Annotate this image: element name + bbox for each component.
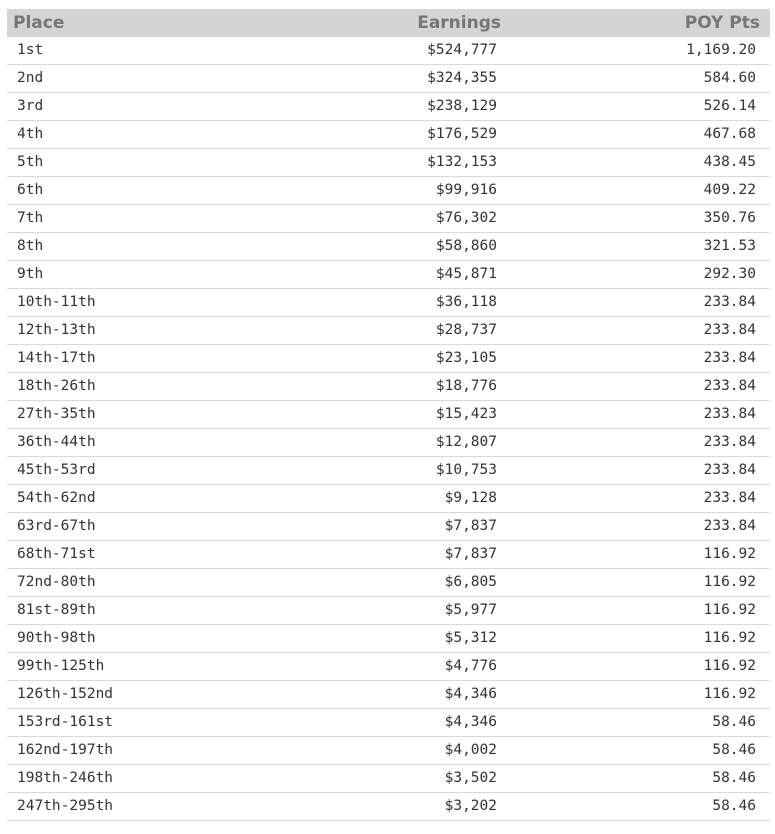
poy-pts-cell: 233.84 <box>507 513 770 541</box>
table-row <box>7 149 770 177</box>
place-cell: 90th-98th <box>7 625 247 653</box>
poy-pts-cell: 467.68 <box>507 121 770 149</box>
poy-pts-cell: 233.84 <box>507 345 770 373</box>
earnings-cell: $99,916 <box>247 177 507 205</box>
earnings-cell: $4,346 <box>247 709 507 737</box>
place-cell: 162nd-197th <box>7 737 247 765</box>
place-cell: 81st-89th <box>7 597 247 625</box>
poy-pts-cell: 116.92 <box>507 681 770 709</box>
earnings-cell: $4,346 <box>247 681 507 709</box>
earnings-cell: $45,871 <box>247 261 507 289</box>
table-row <box>7 485 770 513</box>
table-row <box>7 625 770 653</box>
poy-pts-cell: 409.22 <box>507 177 770 205</box>
poy-pts-cell: 233.84 <box>507 317 770 345</box>
place-cell: 63rd-67th <box>7 513 247 541</box>
place-cell: 6th <box>7 177 247 205</box>
poy-pts-cell: 584.60 <box>507 65 770 93</box>
earnings-cell: $524,777 <box>247 37 507 65</box>
poy-pts-cell: 58.46 <box>507 765 770 793</box>
place-cell: 27th-35th <box>7 401 247 429</box>
place-cell: 68th-71st <box>7 541 247 569</box>
earnings-cell: $4,002 <box>247 737 507 765</box>
table-row <box>7 345 770 373</box>
poy-pts-cell: 58.46 <box>507 737 770 765</box>
header-row <box>7 9 770 37</box>
poy-pts-cell: 116.92 <box>507 653 770 681</box>
table-row <box>7 373 770 401</box>
earnings-cell: $176,529 <box>247 121 507 149</box>
table-row <box>7 177 770 205</box>
place-cell: 1st <box>7 37 247 65</box>
earnings-cell: $76,302 <box>247 205 507 233</box>
poy-pts-cell: 1,169.20 <box>507 37 770 65</box>
poy-pts-cell: 58.46 <box>507 709 770 737</box>
table-body <box>7 37 770 821</box>
earnings-cell: $18,776 <box>247 373 507 401</box>
table-row <box>7 597 770 625</box>
poy-pts-cell: 526.14 <box>507 93 770 121</box>
column-header-poy-pts[interactable]: POY Pts <box>507 9 770 37</box>
earnings-cell: $9,128 <box>247 485 507 513</box>
place-cell: 10th-11th <box>7 289 247 317</box>
place-cell: 198th-246th <box>7 765 247 793</box>
earnings-cell: $3,202 <box>247 793 507 821</box>
earnings-cell: $5,977 <box>247 597 507 625</box>
earnings-cell: $15,423 <box>247 401 507 429</box>
place-cell: 14th-17th <box>7 345 247 373</box>
poy-pts-cell: 116.92 <box>507 597 770 625</box>
earnings-cell: $5,312 <box>247 625 507 653</box>
poy-pts-cell: 350.76 <box>507 205 770 233</box>
place-cell: 8th <box>7 233 247 261</box>
place-cell: 5th <box>7 149 247 177</box>
earnings-cell: $132,153 <box>247 149 507 177</box>
earnings-cell: $7,837 <box>247 513 507 541</box>
table-row <box>7 261 770 289</box>
place-cell: 12th-13th <box>7 317 247 345</box>
table-row <box>7 765 770 793</box>
place-cell: 45th-53rd <box>7 457 247 485</box>
place-cell: 9th <box>7 261 247 289</box>
table-row <box>7 681 770 709</box>
table-row <box>7 569 770 597</box>
table-row <box>7 93 770 121</box>
place-cell: 3rd <box>7 93 247 121</box>
table-row <box>7 513 770 541</box>
column-header-earnings[interactable]: Earnings <box>247 9 507 37</box>
earnings-cell: $6,805 <box>247 569 507 597</box>
table-row <box>7 653 770 681</box>
poy-pts-cell: 233.84 <box>507 485 770 513</box>
table-row <box>7 793 770 821</box>
table-row <box>7 121 770 149</box>
earnings-cell: $4,776 <box>247 653 507 681</box>
place-cell: 72nd-80th <box>7 569 247 597</box>
poy-pts-cell: 116.92 <box>507 541 770 569</box>
poy-pts-cell: 233.84 <box>507 289 770 317</box>
place-cell: 18th-26th <box>7 373 247 401</box>
table-row <box>7 429 770 457</box>
earnings-cell: $28,737 <box>247 317 507 345</box>
place-cell: 247th-295th <box>7 793 247 821</box>
place-cell: 4th <box>7 121 247 149</box>
poy-pts-cell: 233.84 <box>507 401 770 429</box>
payout-table-container <box>7 9 770 821</box>
table-row <box>7 541 770 569</box>
place-cell: 2nd <box>7 65 247 93</box>
earnings-cell: $23,105 <box>247 345 507 373</box>
table-row <box>7 457 770 485</box>
poy-pts-cell: 321.53 <box>507 233 770 261</box>
poy-pts-cell: 116.92 <box>507 625 770 653</box>
earnings-cell: $3,502 <box>247 765 507 793</box>
earnings-cell: $36,118 <box>247 289 507 317</box>
place-cell: 99th-125th <box>7 653 247 681</box>
poy-pts-cell: 233.84 <box>507 457 770 485</box>
earnings-cell: $238,129 <box>247 93 507 121</box>
payout-table <box>7 9 770 821</box>
place-cell: 7th <box>7 205 247 233</box>
poy-pts-cell: 116.92 <box>507 569 770 597</box>
table-row <box>7 37 770 65</box>
earnings-cell: $10,753 <box>247 457 507 485</box>
table-row <box>7 289 770 317</box>
table-row <box>7 205 770 233</box>
place-cell: 126th-152nd <box>7 681 247 709</box>
earnings-cell: $324,355 <box>247 65 507 93</box>
table-header <box>7 9 770 37</box>
earnings-cell: $12,807 <box>247 429 507 457</box>
table-row <box>7 401 770 429</box>
place-cell: 54th-62nd <box>7 485 247 513</box>
column-header-place[interactable]: Place <box>7 9 247 37</box>
place-cell: 153rd-161st <box>7 709 247 737</box>
table-row <box>7 709 770 737</box>
place-cell: 36th-44th <box>7 429 247 457</box>
earnings-cell: $58,860 <box>247 233 507 261</box>
table-row <box>7 65 770 93</box>
poy-pts-cell: 292.30 <box>507 261 770 289</box>
earnings-cell: $7,837 <box>247 541 507 569</box>
table-row <box>7 737 770 765</box>
poy-pts-cell: 233.84 <box>507 429 770 457</box>
table-row <box>7 317 770 345</box>
table-row <box>7 233 770 261</box>
poy-pts-cell: 233.84 <box>507 373 770 401</box>
poy-pts-cell: 438.45 <box>507 149 770 177</box>
poy-pts-cell: 58.46 <box>507 793 770 821</box>
